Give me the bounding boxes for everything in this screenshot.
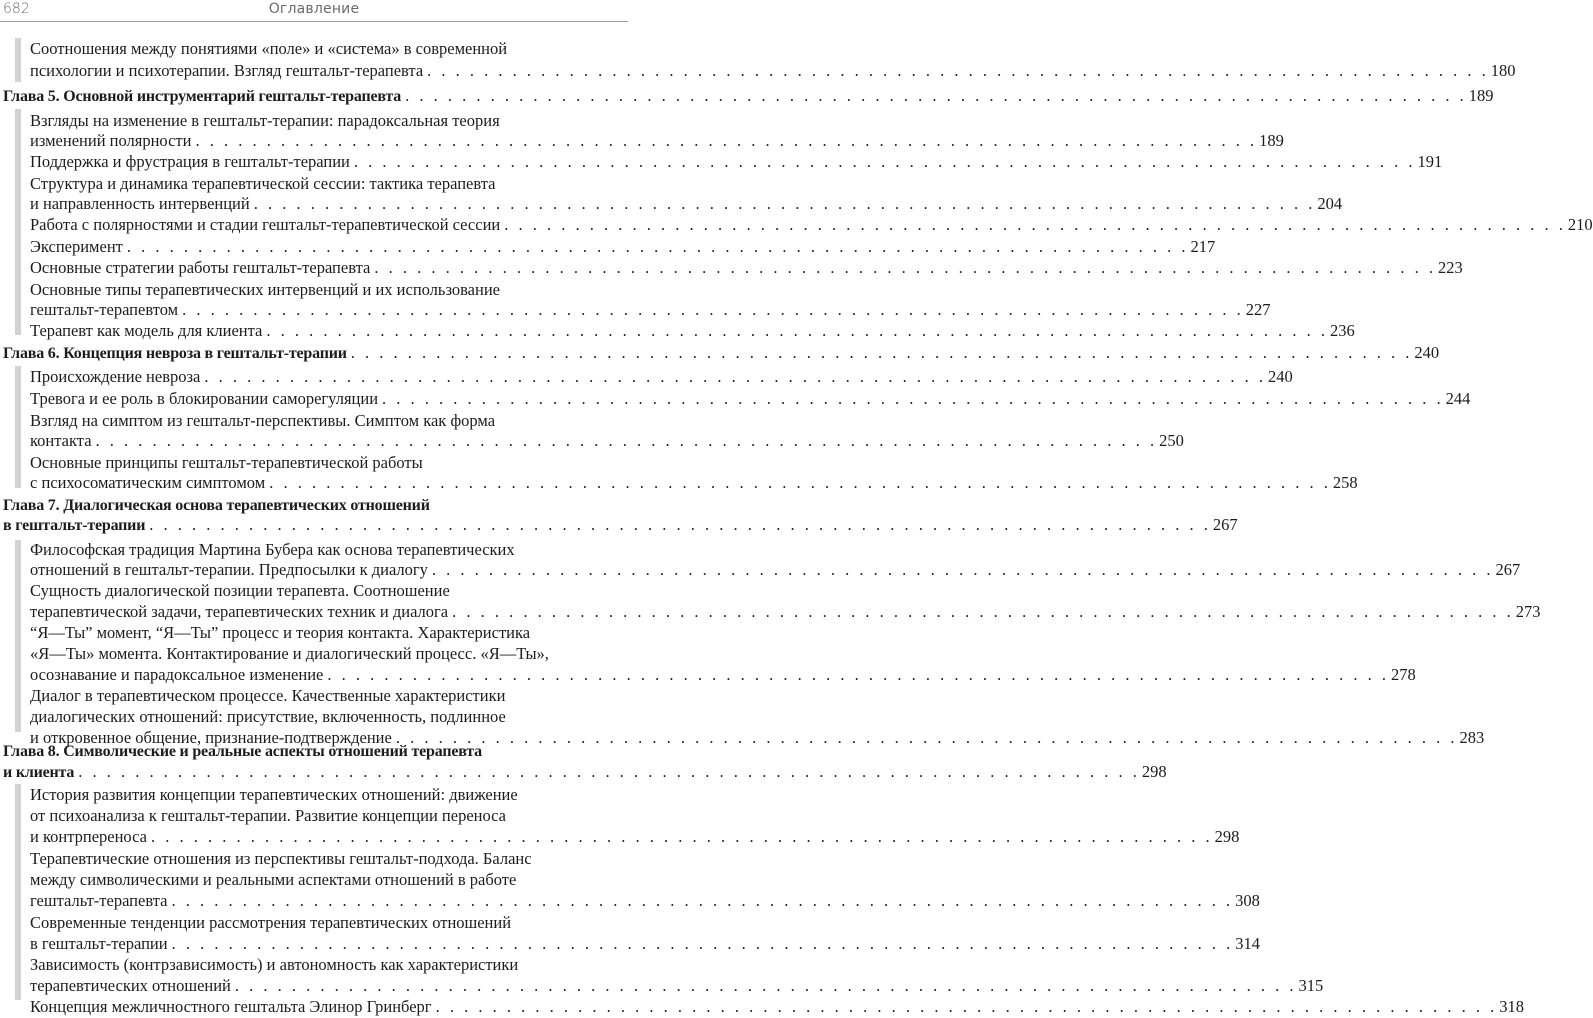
- leader-dots: . . . . . . . . . . . . . . . . . . . . . . . . . . . . . . . . . . . . . . . . . . . . . . . . . . . . . . . . . . . . . . . . . . . . . . . . . . .: [269, 473, 1331, 492]
- leader-dots: . . . . . . . . . . . . . . . . . . . . . . . . . . . . . . . . . . . . . . . . . . . . . . . . . . . . . . . . . . . . . . . . . . . . . . . . . . .: [374, 258, 1436, 277]
- entry-title-line: и откровенное общение, признание-подтверждение: [30, 728, 392, 747]
- page-number: 682: [3, 1, 30, 17]
- entry-title-line: Зависимость (контрзависимость) и автономность как характеристики: [30, 955, 519, 974]
- page-ref: 204: [1317, 194, 1343, 213]
- toc-entry: [0, 151, 1443, 173]
- entry-title-line: терапевтической задачи, терапевтических техник и диалога: [30, 602, 449, 621]
- leader-dots: . . . . . . . . . . . . . . . . . . . . . . . . . . . . . . . . . . . . . . . . . . . . . . . . . . . . . . . . . . . . . . . . . . . . . . . . . . .: [234, 976, 1297, 995]
- entry-title-line: психологии и психотерапии. Взгляд гештальт-терапевта: [30, 61, 424, 80]
- page-ref: 258: [1332, 473, 1358, 492]
- chapter-entry: [0, 761, 1167, 783]
- toc-entry: [0, 933, 1260, 955]
- entry-title-line: Терапевтические отношения из перспективы гештальт-подхода. Баланс: [30, 849, 532, 868]
- page-ref: 244: [1445, 389, 1471, 408]
- entry-title-line: Основные принципы гештальт-терапевтической работы: [30, 453, 423, 472]
- toc-entry: [0, 410, 628, 432]
- leader-dots: . . . . . . . . . . . . . . . . . . . . . . . . . . . . . . . . . . . . . . . . . . . . . . . . . . . . . . . . . . . . . . . . . . . . . . . . . . .: [395, 728, 1458, 747]
- toc-entry: [0, 539, 628, 561]
- leader-dots: . . . . . . . . . . . . . . . . . . . . . . . . . . . . . . . . . . . . . . . . . . . . . . . . . . . . . . . . . . . . . . . . . . . . . . . . . . .: [327, 665, 1389, 684]
- entry-title-line: Соотношения между понятиями «поле» и «система» в современной: [30, 39, 508, 58]
- page-ref: 189: [1259, 131, 1284, 150]
- page-ref: 227: [1245, 300, 1271, 319]
- leader-dots: . . . . . . . . . . . . . . . . . . . . . . . . . . . . . . . . . . . . . . . . . . . . . . . . . . . . . . . . . . . . . . . . . . . . . . . . . . .: [182, 300, 1244, 319]
- page-ref: 267: [1495, 560, 1521, 579]
- toc-entry: [0, 869, 628, 891]
- page-ref: 180: [1490, 61, 1516, 80]
- header-rule: [0, 21, 628, 22]
- chapter-title: и клиента: [3, 764, 75, 781]
- toc-entry: [0, 996, 1524, 1016]
- leader-dots: . . . . . . . . . . . . . . . . . . . . . . . . . . . . . . . . . . . . . . . . . . . . . . . . . . . . . . . . . . . . . . . . . . . . . . . . . . .: [427, 61, 1489, 80]
- entry-title-line: гештальт-терапевтом: [30, 300, 179, 319]
- entry-title-line: Концепция межличностного гештальта Элинор Гринберг: [30, 997, 432, 1016]
- toc-entry: [0, 452, 628, 474]
- entry-title-line: в гештальт-терапии: [30, 934, 168, 953]
- chapter-title: Глава 6. Концепция невроза в гештальт-терапии: [3, 345, 347, 362]
- leader-dots: . . . . . . . . . . . . . . . . . . . . . . . . . . . . . . . . . . . . . . . . . . . . . . . . . . . . . . . . . . . . . . . . . . . . . . . . . . .: [405, 86, 1467, 105]
- toc-entry: [0, 236, 1216, 258]
- entry-title-line: терапевтических отношений: [30, 976, 231, 995]
- entry-title-line: «Я—Ты» момента. Контактирование и диалогический процесс. «Я—Ты»,: [30, 644, 549, 663]
- chapter-title: Глава 5. Основной инструментарий гештальт-терапевта: [3, 88, 402, 105]
- leader-dots: . . . . . . . . . . . . . . . . . . . . . . . . . . . . . . . . . . . . . . . . . . . . . . . . . . . . . . . . . . . . . . . . . . . . . . . . . . .: [266, 321, 1328, 340]
- toc-entry: [0, 130, 1284, 152]
- page-ref: 298: [1141, 762, 1167, 781]
- chapter-entry: [0, 342, 1440, 364]
- toc-entry: [0, 954, 628, 976]
- toc-entry: [0, 214, 1593, 236]
- toc-entry: [0, 975, 1324, 997]
- leader-dots: . . . . . . . . . . . . . . . . . . . . . . . . . . . . . . . . . . . . . . . . . . . . . . . . . . . . . . . . . . . . . . . . . . . . . . . . . . .: [452, 602, 1514, 621]
- toc-entry: [0, 472, 1358, 494]
- page-ref: 298: [1214, 827, 1240, 846]
- entry-title-line: Философская традиция Мартина Бубера как основа терапевтических: [30, 540, 515, 559]
- entry-title-line: изменений полярности: [30, 131, 192, 150]
- page-header: [0, 0, 628, 22]
- toc-entry: [0, 110, 628, 132]
- toc-entry: [0, 257, 1463, 279]
- page-ref: 283: [1459, 728, 1485, 747]
- page-ref: 217: [1190, 237, 1216, 256]
- leader-dots: . . . . . . . . . . . . . . . . . . . . . . . . . . . . . . . . . . . . . . . . . . . . . . . . . . . . . . . . . . . . . . . . . . . . . . . . . . .: [126, 237, 1189, 256]
- entry-title-line: и направленность интервенций: [30, 194, 250, 213]
- toc-entry: [0, 826, 1240, 848]
- entry-title-line: Основные стратегии работы гештальт-терапевта: [30, 258, 371, 277]
- running-title: Оглавление: [268, 1, 360, 17]
- page-ref: 240: [1267, 367, 1293, 386]
- chapter-title: в гештальт-терапии: [3, 517, 146, 534]
- toc-entry: [0, 193, 1343, 215]
- toc-entry: [0, 279, 628, 301]
- toc-entry: [0, 430, 1184, 452]
- toc-entry: [0, 38, 628, 60]
- entry-title-line: осознавание и парадоксальное изменение: [30, 665, 324, 684]
- entry-title-line: диалогических отношений: присутствие, включенность, подлинное: [30, 707, 506, 726]
- toc-entry: [0, 320, 1355, 342]
- page-ref: 223: [1437, 258, 1463, 277]
- leader-dots: . . . . . . . . . . . . . . . . . . . . . . . . . . . . . . . . . . . . . . . . . . . . . . . . . . . . . . . . . . . . . . . . . . . . . . . . . . .: [149, 515, 1211, 534]
- entry-title-line: Структура и динамика терапевтической сессии: тактика терапевта: [30, 174, 496, 193]
- leader-dots: . . . . . . . . . . . . . . . . . . . . . . . . . . . . . . . . . . . . . . . . . . . . . . . . . . . . . . . . . . . . . . . . . . . . . . . . . . .: [171, 891, 1234, 910]
- entry-title-line: от психоанализа к гештальт-терапии. Развитие концепции переноса: [30, 806, 506, 825]
- leader-dots: . . . . . . . . . . . . . . . . . . . . . . . . . . . . . . . . . . . . . . . . . . . . . . . . . . . . . . . . . . . . . . . . . . . . . . . . . . .: [195, 131, 1258, 150]
- page-ref: 314: [1235, 934, 1260, 953]
- leader-dots: . . . . . . . . . . . . . . . . . . . . . . . . . . . . . . . . . . . . . . . . . . . . . . . . . . . . . . . . . . . . . . . . . . . . . . . . . . .: [431, 560, 1494, 579]
- entry-title-line: Сущность диалогической позиции терапевта. Соотношение: [30, 581, 450, 600]
- entry-title-line: Поддержка и фрустрация в гештальт-терапии: [30, 152, 350, 171]
- entry-title-line: Эксперимент: [30, 237, 123, 256]
- leader-dots: . . . . . . . . . . . . . . . . . . . . . . . . . . . . . . . . . . . . . . . . . . . . . . . . . . . . . . . . . . . . . . . . . . . . . . . . . . .: [435, 997, 1498, 1016]
- entry-title-line: с психосоматическим симптомом: [30, 473, 266, 492]
- toc-entry: [0, 805, 628, 827]
- page-ref: 318: [1499, 997, 1524, 1016]
- chapter-entry: [0, 85, 1494, 107]
- leader-dots: . . . . . . . . . . . . . . . . . . . . . . . . . . . . . . . . . . . . . . . . . . . . . . . . . . . . . . . . . . . . . . . . . . . . . . . . . . .: [204, 367, 1266, 386]
- page-ref: 210: [1567, 215, 1593, 234]
- entry-title-line: “Я—Ты” момент, “Я—Ты” процесс и теория контакта. Характеристика: [30, 623, 531, 642]
- page-ref: 315: [1298, 976, 1324, 995]
- toc-entry: [0, 580, 628, 602]
- leader-dots: . . . . . . . . . . . . . . . . . . . . . . . . . . . . . . . . . . . . . . . . . . . . . . . . . . . . . . . . . . . . . . . . . . . . . . . . . . .: [171, 934, 1234, 953]
- chapter-title: Глава 7. Диалогическая основа терапевтических отношений: [3, 497, 430, 514]
- leader-dots: . . . . . . . . . . . . . . . . . . . . . . . . . . . . . . . . . . . . . . . . . . . . . . . . . . . . . . . . . . . . . . . . . . . . . . . . . . .: [382, 389, 1444, 408]
- entry-title-line: Основные типы терапевтических интервенций и их использование: [30, 280, 500, 299]
- toc-entry: [0, 685, 628, 707]
- leader-dots: . . . . . . . . . . . . . . . . . . . . . . . . . . . . . . . . . . . . . . . . . . . . . . . . . . . . . . . . . . . . . . . . . . . . . . . . . . .: [353, 152, 1416, 171]
- toc-entry: [0, 784, 628, 806]
- page-ref: 236: [1330, 321, 1355, 340]
- leader-dots: . . . . . . . . . . . . . . . . . . . . . . . . . . . . . . . . . . . . . . . . . . . . . . . . . . . . . . . . . . . . . . . . . . . . . . . . . . .: [253, 194, 1316, 213]
- chapter-entry: [0, 741, 628, 763]
- page-ref: 189: [1468, 86, 1494, 105]
- leader-dots: . . . . . . . . . . . . . . . . . . . . . . . . . . . . . . . . . . . . . . . . . . . . . . . . . . . . . . . . . . . . . . . . . . . . . . . . . . .: [95, 431, 1158, 450]
- entry-title-line: Происхождение невроза: [30, 367, 201, 386]
- page-ref: 267: [1212, 515, 1238, 534]
- toc-entry: [0, 388, 1471, 410]
- toc-entry: [0, 173, 628, 195]
- entry-title-line: Взгляды на изменение в гештальт-терапии: парадоксальная теория: [30, 111, 500, 130]
- toc-entry: [0, 299, 1271, 321]
- leader-dots: . . . . . . . . . . . . . . . . . . . . . . . . . . . . . . . . . . . . . . . . . . . . . . . . . . . . . . . . . . . . . . . . . . . . . . . . . . .: [150, 827, 1213, 846]
- entry-title-line: Тревога и ее роль в блокировании саморегуляции: [30, 389, 379, 408]
- toc-entry: [0, 622, 628, 644]
- leader-dots: . . . . . . . . . . . . . . . . . . . . . . . . . . . . . . . . . . . . . . . . . . . . . . . . . . . . . . . . . . . . . . . . . . . . . . . . . . .: [78, 762, 1140, 781]
- entry-title-line: и контрпереноса: [30, 827, 147, 846]
- toc-entry: [0, 890, 1260, 912]
- page-ref: 191: [1417, 152, 1443, 171]
- chapter-title: Глава 8. Символические и реальные аспекты отношений терапевта: [3, 743, 482, 760]
- chapter-entry: [0, 514, 1238, 536]
- toc-entry: [0, 643, 628, 665]
- entry-title-line: гештальт-терапевта: [30, 891, 168, 910]
- entry-title-line: История развития концепции терапевтических отношений: движение: [30, 785, 518, 804]
- page-ref: 240: [1414, 343, 1440, 362]
- toc-entry: [0, 664, 1416, 686]
- entry-title-line: Взгляд на симптом из гештальт-перспективы. Симптом как форма: [30, 411, 496, 430]
- entry-title-line: контакта: [30, 431, 92, 450]
- leader-dots: . . . . . . . . . . . . . . . . . . . . . . . . . . . . . . . . . . . . . . . . . . . . . . . . . . . . . . . . . . . . . . . . . . . . . . . . . . .: [504, 215, 1566, 234]
- toc-entry: [0, 559, 1521, 581]
- toc-entry: [0, 706, 628, 728]
- page-ref: 250: [1159, 431, 1184, 450]
- entry-title-line: между символическими и реальными аспектами отношений в работе: [30, 870, 517, 889]
- toc-entry: [0, 601, 1541, 623]
- toc-entry: [0, 366, 1293, 388]
- page-ref: 273: [1515, 602, 1541, 621]
- entry-title-line: Современные тенденции рассмотрения терапевтических отношений: [30, 913, 512, 932]
- toc-entry: [0, 60, 1516, 82]
- entry-title-line: Диалог в терапевтическом процессе. Качественные характеристики: [30, 686, 506, 705]
- page-ref: 278: [1390, 665, 1416, 684]
- entry-title-line: отношений в гештальт-терапии. Предпосылки к диалогу: [30, 560, 428, 579]
- entry-title-line: Терапевт как модель для клиента: [30, 321, 263, 340]
- entry-title-line: Работа с полярностями и стадии гештальт-терапевтической сессии: [30, 215, 501, 234]
- page-ref: 308: [1235, 891, 1260, 910]
- leader-dots: . . . . . . . . . . . . . . . . . . . . . . . . . . . . . . . . . . . . . . . . . . . . . . . . . . . . . . . . . . . . . . . . . . . . . . . . . . .: [350, 343, 1413, 362]
- toc-entry: [0, 848, 628, 870]
- toc-entry: [0, 912, 628, 934]
